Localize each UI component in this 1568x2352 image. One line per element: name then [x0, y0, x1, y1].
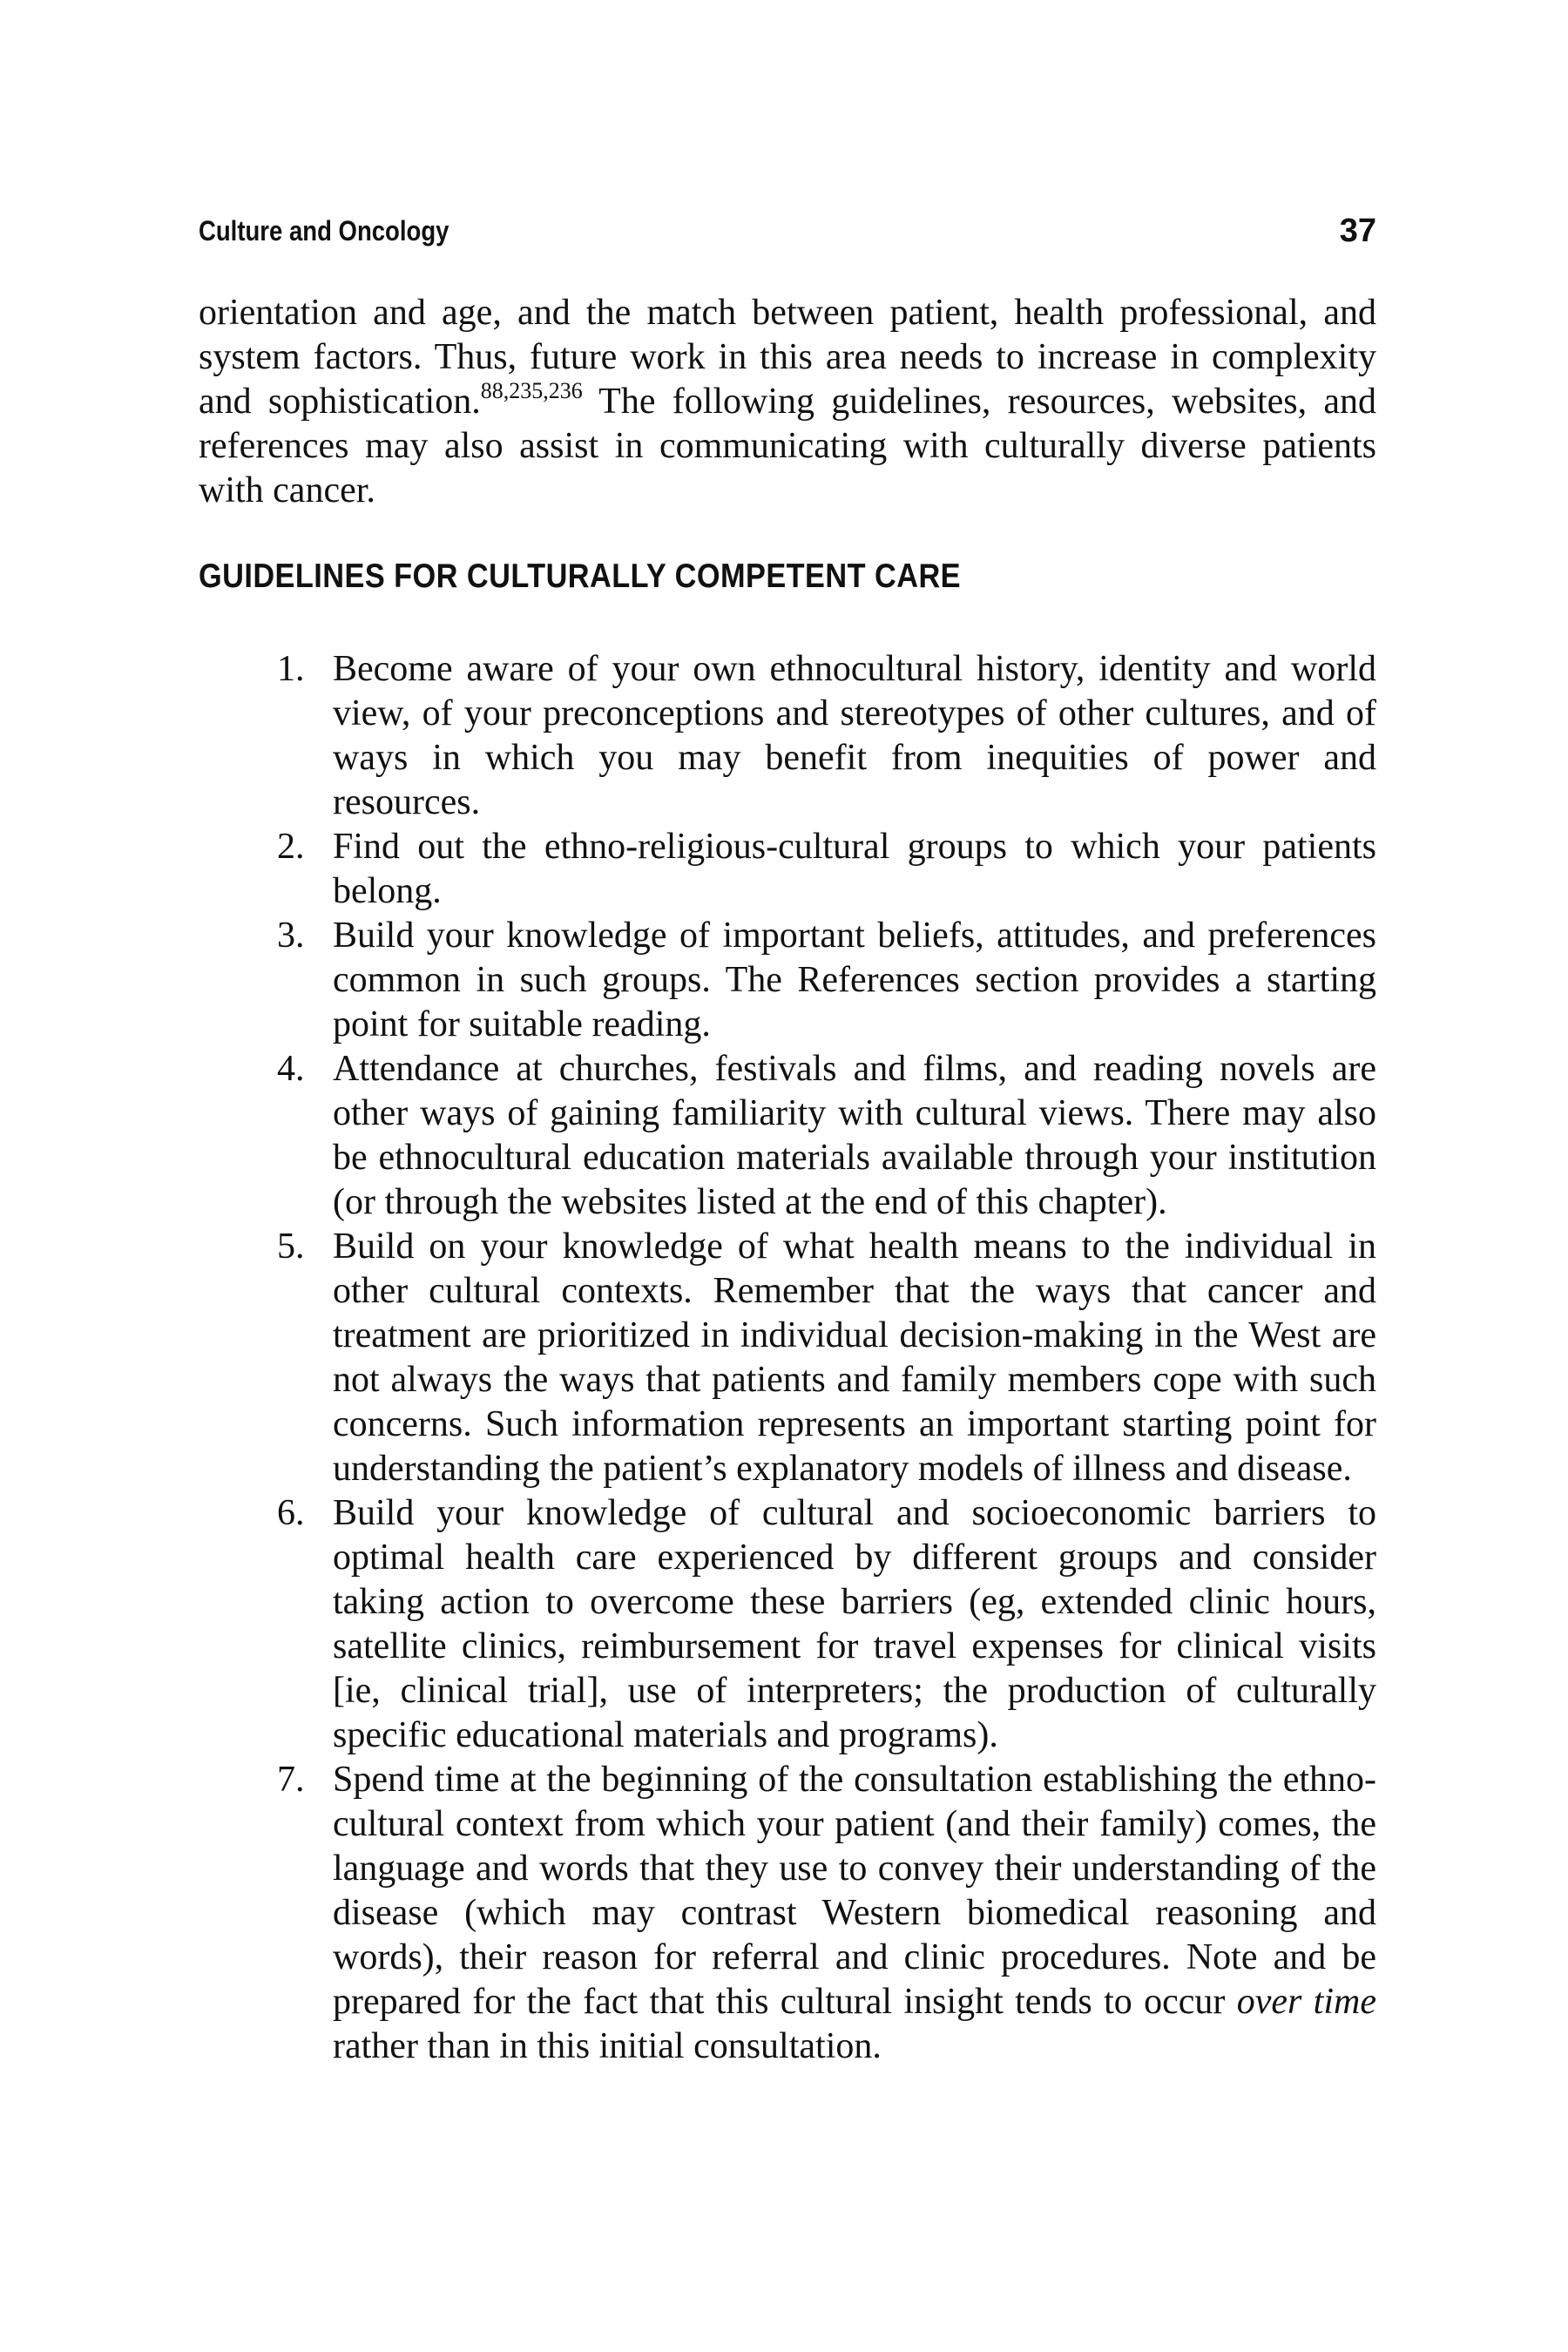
guideline-text: Build your knowledge of cultural and socioeconomic barriers to optimal health care experienced by different groups and consider taking action to overcome these barriers (eg, extended clinic hours, satellite clinics, reimbursement for travel expenses for clinical visits [ie, clinical trial], use of interpreters; the production of culturally specific educational materials and programs).: [333, 1493, 1376, 1755]
guideline-number: 1.: [277, 649, 305, 689]
guideline-number: 4.: [277, 1049, 305, 1089]
guideline-item-7: [277, 1758, 1376, 2069]
running-title: Culture and Oncology: [199, 215, 449, 247]
guideline-text: Build on your knowledge of what health means to the individual in other cultural contexts. Remember that the ways that cancer and treatment are prioritized in individual decision-making in the West are not always the ways that patients and family members cope with such concerns. Such information represents an important starting point for understanding the patient’s explanatory models of illness and disease.: [333, 1227, 1376, 1489]
running-header: [199, 209, 1376, 253]
intro-paragraph: [199, 291, 1376, 513]
intro-text-start: orientation and age, and the match between patient, health professional, and system factors. Thus, future work in this area needs to increase in complexity and sophistication.: [199, 293, 1376, 422]
section-heading: GUIDELINES FOR CULTURALLY COMPETENT CARE: [199, 558, 962, 595]
citation-superscript: 88,235,236: [480, 378, 583, 403]
guideline-item-6: [277, 1491, 1376, 1758]
guideline-number: 3.: [277, 916, 305, 956]
intro-text-end: The following guidelines, resources, websites, and references may also assist in communicating with culturally diverse patients with cancer.: [199, 382, 1376, 510]
guideline-item-5: [277, 1225, 1376, 1491]
guideline-text-end: rather than in this initial consultation.: [333, 2026, 882, 2066]
guideline-number: 6.: [277, 1493, 305, 1533]
guideline-text-start: Spend time at the beginning of the consultation establishing the ethno-cultural context from which your patient (and their family) comes, the language and words that they use to convey their understanding of the disease (which may contrast Western biomedical reasoning and words), their reason for referral and clinic procedures. Note and be prepared for the fact that this cultural insight tends to occur: [333, 1760, 1376, 2022]
guideline-number: 2.: [277, 827, 305, 867]
guideline-item-2: [277, 825, 1376, 914]
guideline-text: Become aware of your own ethnocultural history, identity and world view, of your preconceptions and stereotypes of other cultures, and of ways in which you may benefit from inequities of power and resources.: [333, 649, 1376, 822]
guidelines-list: [277, 647, 1376, 2069]
guideline-item-1: [277, 647, 1376, 825]
page-number: 37: [1339, 213, 1376, 249]
guideline-emphasis: over time: [1236, 1982, 1376, 2022]
guideline-text: Find out the ethno-religious-cultural groups to which your patients belong.: [333, 827, 1376, 911]
guideline-item-3: [277, 914, 1376, 1047]
guideline-item-4: [277, 1047, 1376, 1225]
guideline-text: Attendance at churches, festivals and films, and reading novels are other ways of gaining familiarity with cultural views. There may also be ethnocultural education materials available through your institution (or through the websites listed at the end of this chapter).: [333, 1049, 1376, 1222]
guideline-text: Build your knowledge of important beliefs, attitudes, and preferences common in such groups. The References section provides a starting point for suitable reading.: [333, 916, 1376, 1044]
guideline-number: 5.: [277, 1227, 305, 1267]
guideline-number: 7.: [277, 1760, 305, 1800]
